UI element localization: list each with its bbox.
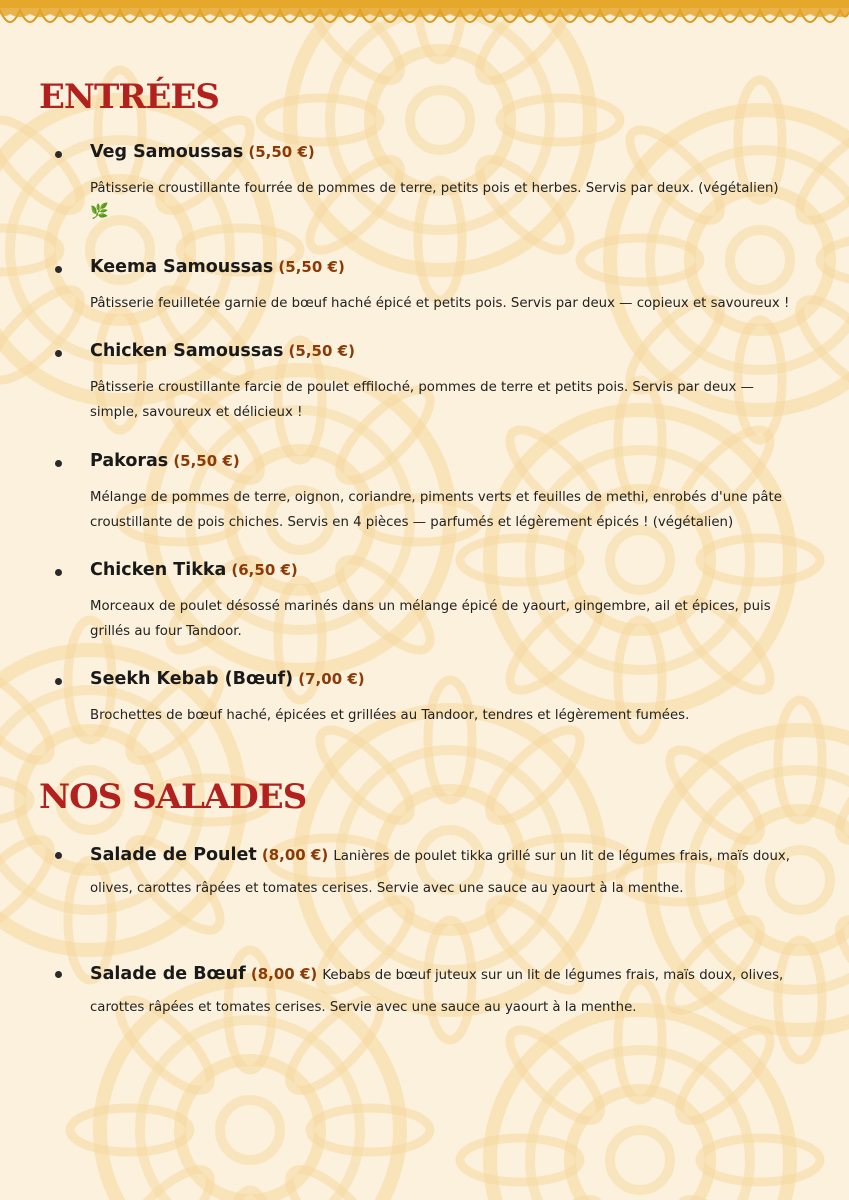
section-title-salades: NOS SALADES [39, 777, 307, 817]
item-description: Pâtisserie feuilletée garnie de bœuf haché épicé et petits pois. Servis par deux — copieux et savoureux ! [90, 296, 790, 311]
item-description: Brochettes de bœuf haché, épicées et grillées au Tandoor, tendres et légèrement fumées. [90, 708, 690, 723]
item-description: Pâtisserie croustillante fourrée de pommes de terre, petits pois et herbes. Servis par deux. (végétalien) 🌿 [90, 176, 795, 221]
bullet-icon [55, 350, 62, 357]
item-price: (6,50 €) [231, 561, 298, 579]
item-description: Pâtisserie croustillante farcie de poulet effiloché, pommes de terre et petits pois. Servis par deux — simple, savoureux et délicieux ! [90, 380, 754, 420]
bullet-icon [55, 569, 62, 576]
item-description: Kebabs de bœuf juteux sur un lit de légumes frais, maïs doux, olives, carottes râpées et tomates cerises. Servie avec une sauce au yaourt à la menthe. [90, 968, 784, 1015]
section-title-entrees: ENTRÉES [39, 77, 219, 117]
item-price: (7,00 €) [298, 670, 365, 688]
bullet-icon [55, 460, 62, 467]
item-price: (5,50 €) [173, 452, 240, 470]
item-name: Salade de Poulet [90, 845, 257, 865]
bullet-icon [55, 678, 62, 685]
item-name: Veg Samoussas [90, 142, 244, 162]
item-name: Salade de Bœuf [90, 964, 246, 984]
item-price: (5,50 €) [248, 143, 315, 161]
item-name: Chicken Samoussas [90, 341, 284, 361]
bullet-icon [55, 266, 62, 273]
item-name: Pakoras [90, 451, 169, 471]
item-name: Chicken Tikka [90, 560, 227, 580]
item-description: Lanières de poulet tikka grillé sur un lit de légumes frais, maïs doux, olives, carottes râpées et tomates cerises. Servie avec une sauce au yaourt à la menthe. [90, 849, 790, 896]
item-name: Keema Samoussas [90, 257, 274, 277]
bullet-icon [55, 852, 62, 859]
bullet-icon [55, 971, 62, 978]
item-name: Seekh Kebab (Bœuf) [90, 669, 294, 689]
item-price: (5,50 €) [278, 258, 345, 276]
bullet-icon [55, 151, 62, 158]
item-description: Mélange de pommes de terre, oignon, coriandre, piments verts et feuilles de methi, enrobés d'une pâte croustillante de pois chiches. Servis en 4 pièces — parfumés et légèrement épicés ! (végétalien) [90, 490, 782, 530]
item-price: (8,00 €) [250, 965, 318, 983]
item-price: (8,00 €) [261, 846, 329, 864]
item-price: (5,50 €) [288, 342, 355, 360]
ornamental-border [0, 0, 849, 36]
item-description: Morceaux de poulet désossé marinés dans un mélange épicé de yaourt, gingembre, ail et épices, puis grillés au four Tandoor. [90, 599, 771, 639]
leaf-icon: 🌿 [90, 202, 109, 220]
